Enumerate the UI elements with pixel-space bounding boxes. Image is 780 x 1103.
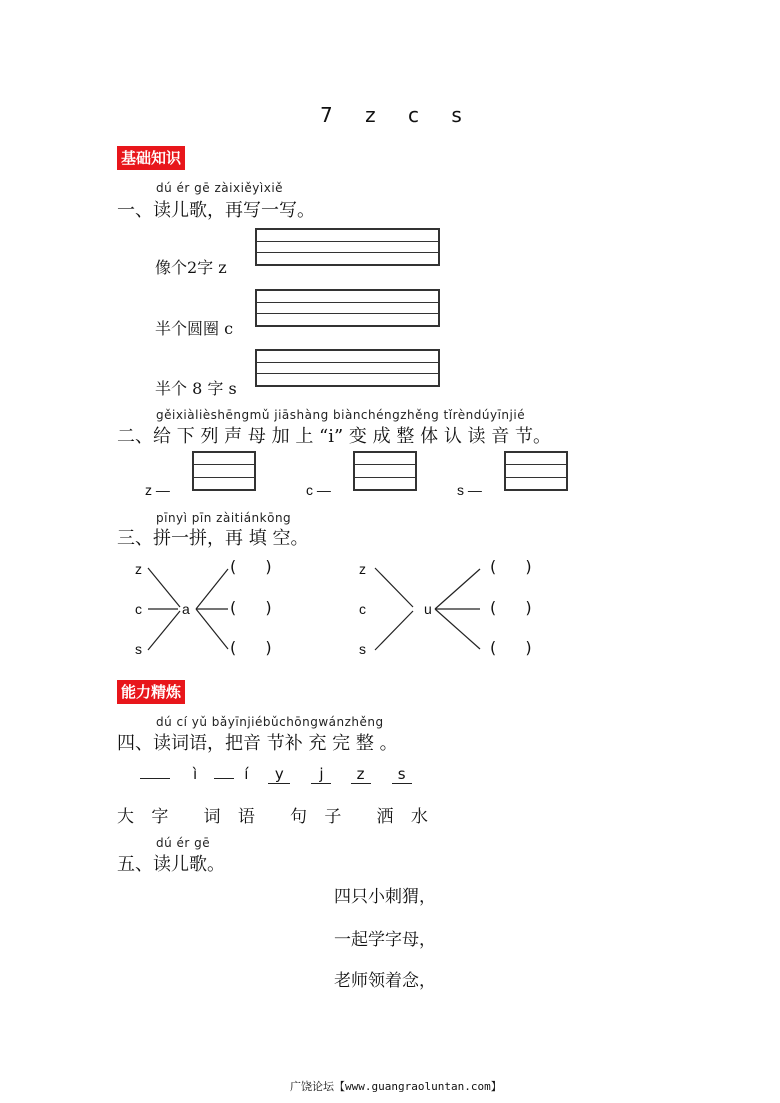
q2-text: 二、给 下 列 声 母 加 上 “i” 变 成 整 体 认 读 音 节。 bbox=[117, 426, 551, 447]
q1-line-2: 半个圆圈 c bbox=[155, 319, 234, 338]
q1-writing-box-3[interactable] bbox=[255, 349, 440, 387]
title-c: c bbox=[407, 103, 421, 127]
title-s: s bbox=[451, 103, 464, 127]
q3-left-initial-z: z bbox=[135, 561, 142, 577]
q2-pinyin: gěixiàlièshēngmǔ jiāshàng biànchéngzhěng tǐrèndúyīnjié bbox=[156, 408, 526, 422]
q4-word-1: 大 字 bbox=[117, 807, 175, 827]
section-basic-badge: 基础知识 bbox=[117, 146, 185, 170]
q3-left-blank-3[interactable]: ( ) bbox=[230, 638, 284, 657]
q4-blank-5[interactable]: y bbox=[268, 765, 290, 784]
q1-writing-box-2[interactable] bbox=[255, 289, 440, 327]
q3-left-final: a bbox=[182, 601, 190, 617]
q4-blank-8[interactable]: s bbox=[392, 765, 412, 784]
footer-source: 广饶论坛【www.guangraoluntan.com】 bbox=[290, 1080, 502, 1093]
q2-writing-box-s[interactable] bbox=[504, 451, 568, 491]
q3-text: 三、拼一拼，再 填 空。 bbox=[117, 528, 309, 549]
q4-word-4: 洒 水 bbox=[376, 807, 434, 827]
q4-text: 四、读词语，把音 节补 充 完 整 。 bbox=[117, 733, 398, 754]
lesson-number: 7 bbox=[320, 103, 335, 127]
q1-writing-box-1[interactable] bbox=[255, 228, 440, 266]
q2-writing-box-c[interactable] bbox=[353, 451, 417, 491]
q4-blank-4: í bbox=[244, 765, 249, 783]
q3-left-initial-s: s bbox=[135, 641, 142, 657]
q4-blank-row bbox=[140, 764, 412, 784]
q1-pinyin: dú ér gē zàixiěyìxiě bbox=[156, 181, 284, 195]
q5-text: 五、读儿歌。 bbox=[117, 854, 225, 875]
q3-left-out-3 bbox=[196, 609, 228, 649]
q3-left-out-1 bbox=[196, 569, 228, 609]
q3-right-line-z bbox=[375, 568, 413, 607]
q3-right-line-s bbox=[375, 611, 413, 650]
poem-line-2: 一起学字母， bbox=[334, 930, 436, 950]
q3-right-final: u bbox=[424, 601, 432, 617]
q3-left-line-s bbox=[148, 611, 180, 650]
q3-left-blank-2[interactable]: ( ) bbox=[230, 598, 284, 617]
q4-blank-2: ì bbox=[193, 765, 198, 783]
q3-right-initial-z: z bbox=[359, 561, 366, 577]
q3-right-blank-2[interactable]: ( ) bbox=[490, 598, 544, 617]
q3-pinyin: pīnyì pīn zàitiánkōng bbox=[156, 511, 292, 525]
q2-item-z: z — bbox=[145, 482, 170, 498]
q3-right-out-3 bbox=[435, 609, 480, 649]
q2-writing-box-z[interactable] bbox=[192, 451, 256, 491]
section-ability-badge: 能力精炼 bbox=[117, 680, 185, 704]
q3-right-blank-1[interactable]: ( ) bbox=[490, 557, 544, 576]
q4-words bbox=[117, 802, 434, 827]
q2-item-c: c — bbox=[306, 482, 331, 498]
poem-line-3: 老师领着念， bbox=[334, 971, 436, 991]
title-z: z bbox=[365, 103, 378, 127]
q3-right-out-1 bbox=[435, 569, 480, 609]
q3-left-blank-1[interactable]: ( ) bbox=[230, 557, 284, 576]
q1-text: 一、读儿歌，再写一写。 bbox=[117, 200, 315, 221]
q1-line-3: 半个 8 字 s bbox=[155, 379, 237, 398]
q5-pinyin: dú ér gē bbox=[156, 836, 211, 850]
q3-left-line-z bbox=[148, 568, 180, 607]
q3-left-initial-c: c bbox=[135, 601, 142, 617]
q3-right-initial-c: c bbox=[359, 601, 366, 617]
poem-line-1: 四只小刺猬， bbox=[334, 887, 436, 907]
page-title bbox=[320, 103, 464, 127]
q1-line-1: 像个2字 z bbox=[155, 258, 227, 277]
q4-blank-3[interactable] bbox=[214, 778, 234, 779]
q4-pinyin: dú cí yǔ bǎyīnjiébǔchōngwánzhěng bbox=[156, 715, 384, 729]
q4-word-2: 词 语 bbox=[203, 807, 261, 827]
q3-right-initial-s: s bbox=[359, 641, 366, 657]
q4-blank-6[interactable]: j bbox=[311, 765, 331, 784]
q4-blank-7[interactable]: z bbox=[351, 765, 371, 784]
q3-right-blank-3[interactable]: ( ) bbox=[490, 638, 544, 657]
q4-blank-1[interactable] bbox=[140, 778, 170, 779]
q4-word-3: 句 子 bbox=[290, 807, 348, 827]
q2-item-s: s — bbox=[457, 482, 482, 498]
